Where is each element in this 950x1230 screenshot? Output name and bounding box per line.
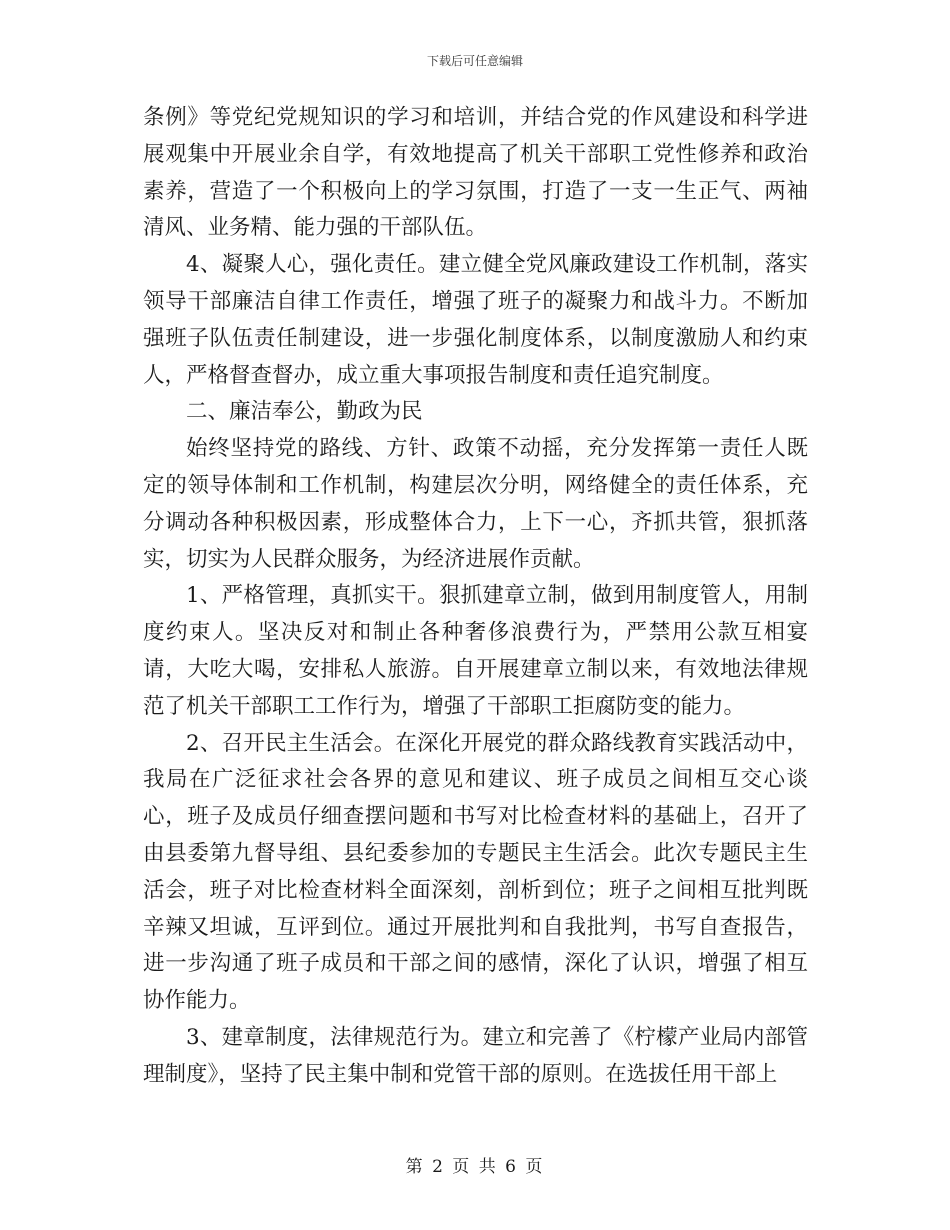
paragraph: 始终坚持党的路线、方针、政策不动摇，充分发挥第一责任人既定的领导体制和工作机制，构建层次分明，网络健全的责任体系，充分调动各种积极因素，形成整体合力，上下一心，齐抓共管，狠抓落实，切实为人民群众服务，为经济进展作贡献。 [143, 436, 808, 572]
paragraph: 3、建章制度，法律规范行为。建立和完善了《柠檬产业局内部管理制度》，坚持了民主集中制和党管干部的原则。在选拔任用干部上 [143, 1024, 808, 1087]
page-number: 第 2 页 共 6 页 [405, 1157, 545, 1177]
section-heading: 二、廉洁奉公，勤政为民 [186, 399, 423, 425]
paragraph: 2、召开民主生活会。在深化开展党的群众路线教育实践活动中，我局在广泛征求社会各界的意见和建议、班子成员之间相互交心谈心，班子及成员仔细查摆问题和书写对比检查材料的基础上，召开了由县委第九督导组、县纪委参加的专题民主生活会。此次专题民主生活会，班子对比检查材料全面深刻，剖析到位；班子之间相互批判既辛辣又坦诚，互评到位。通过开展批判和自我批判，书写自查报告，进一步沟通了班子成员和干部之间的感情，深化了认识，增强了相互协作能力。 [143, 730, 808, 1014]
page-header-note: 下载后可任意编辑 [426, 54, 523, 68]
paragraph: 1、严格管理，真抓实干。狠抓建章立制，做到用制度管人，用制度约束人。坚决反对和制止各种奢侈浪费行为，严禁用公款互相宴请，大吃大喝，安排私人旅游。自开展建章立制以来，有效地法律规范了机关干部职工工作行为，增强了干部职工拒腐防变的能力。 [143, 583, 808, 719]
paragraph: 条例》等党纪党规知识的学习和培训，并结合党的作风建设和科学进展观集中开展业余自学，有效地提高了机关干部职工党性修养和政治素养，营造了一个积极向上的学习氛围，打造了一支一生正气、两袖清风、业务精、能力强的干部队伍。 [143, 105, 808, 241]
document-body [143, 100, 808, 1094]
paragraph: 4、凝聚人心，强化责任。建立健全党风廉政建设工作机制，落实领导干部廉洁自律工作责任，增强了班子的凝聚力和战斗力。不断加强班子队伍责任制建设，进一步强化制度体系，以制度激励人和约束人，严格督查督办，成立重大事项报告制度和责任追究制度。 [143, 252, 808, 388]
